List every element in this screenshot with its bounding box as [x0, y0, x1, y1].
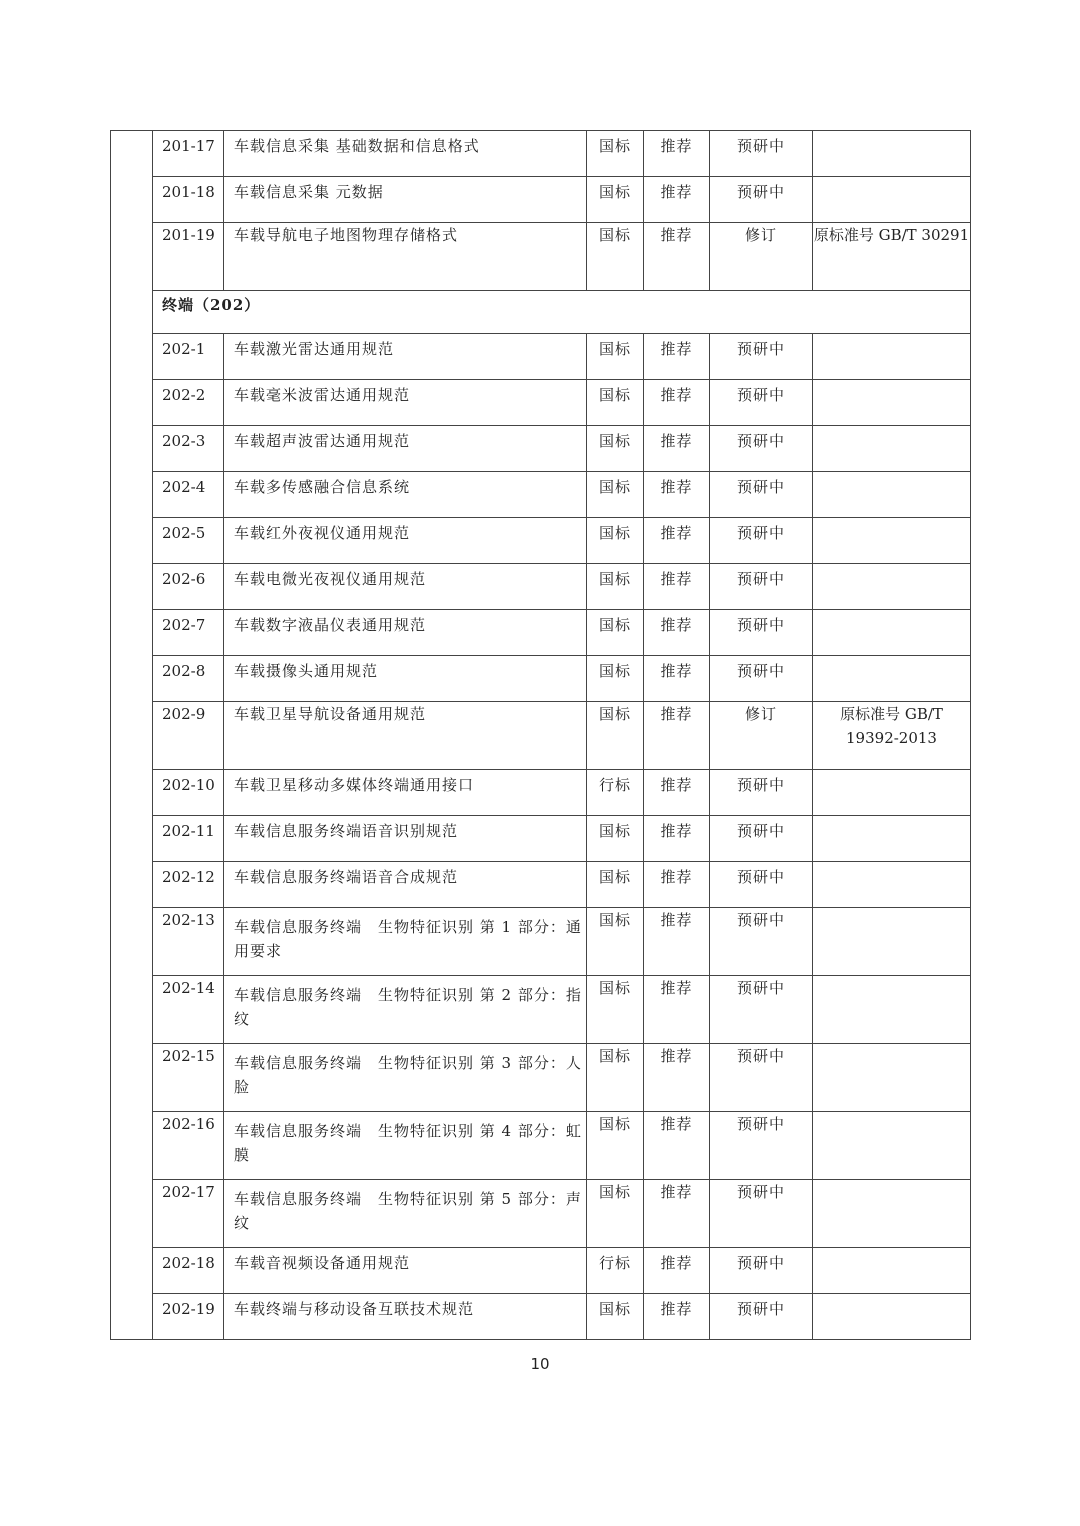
standard-name: 车载信息服务终端 生物特征识别 第 1 部分：通用要求 — [224, 908, 587, 976]
standard-note — [813, 862, 971, 908]
table-row — [111, 1044, 971, 1112]
standard-name: 车载激光雷达通用规范 — [224, 334, 587, 380]
standard-type: 推荐 — [644, 334, 710, 380]
standard-note — [813, 770, 971, 816]
standard-number: 202-19 — [153, 1294, 224, 1340]
table-row — [111, 1248, 971, 1294]
standard-type: 推荐 — [644, 223, 710, 291]
standards-table — [110, 130, 971, 1340]
standard-number: 202-10 — [153, 770, 224, 816]
standard-name: 车载信息服务终端 生物特征识别 第 4 部分：虹膜 — [224, 1112, 587, 1180]
standard-number: 202-9 — [153, 702, 224, 770]
standard-level: 国标 — [587, 334, 644, 380]
standard-number: 202-11 — [153, 816, 224, 862]
standard-type: 推荐 — [644, 656, 710, 702]
standard-number: 202-1 — [153, 334, 224, 380]
table-row — [111, 816, 971, 862]
standard-name: 车载音视频设备通用规范 — [224, 1248, 587, 1294]
standard-level: 国标 — [587, 223, 644, 291]
standard-type: 推荐 — [644, 1248, 710, 1294]
standard-status: 预研中 — [710, 862, 813, 908]
standard-number: 202-2 — [153, 380, 224, 426]
standard-type: 推荐 — [644, 1112, 710, 1180]
standard-note — [813, 908, 971, 976]
standard-level: 国标 — [587, 472, 644, 518]
standard-number: 202-6 — [153, 564, 224, 610]
standard-name: 车载超声波雷达通用规范 — [224, 426, 587, 472]
standard-name: 车载卫星导航设备通用规范 — [224, 702, 587, 770]
standard-level: 国标 — [587, 976, 644, 1044]
standard-level: 行标 — [587, 1248, 644, 1294]
standard-type: 推荐 — [644, 976, 710, 1044]
standard-note — [813, 177, 971, 223]
standard-note — [813, 1294, 971, 1340]
standard-level: 国标 — [587, 816, 644, 862]
standard-level: 国标 — [587, 564, 644, 610]
standard-type: 推荐 — [644, 177, 710, 223]
standard-name: 车载信息服务终端 生物特征识别 第 5 部分：声纹 — [224, 1180, 587, 1248]
standard-note — [813, 1248, 971, 1294]
standard-type: 推荐 — [644, 770, 710, 816]
table-row — [111, 518, 971, 564]
standard-note — [813, 380, 971, 426]
standard-note — [813, 656, 971, 702]
standard-type: 推荐 — [644, 1180, 710, 1248]
standard-note — [813, 472, 971, 518]
standard-level: 国标 — [587, 610, 644, 656]
standard-level: 国标 — [587, 1044, 644, 1112]
standard-level: 国标 — [587, 518, 644, 564]
standard-name: 车载电微光夜视仪通用规范 — [224, 564, 587, 610]
standard-number: 201-19 — [153, 223, 224, 291]
standard-level: 国标 — [587, 908, 644, 976]
standard-number: 202-12 — [153, 862, 224, 908]
table-row — [111, 380, 971, 426]
table-row — [111, 334, 971, 380]
table-row — [111, 426, 971, 472]
standard-name: 车载摄像头通用规范 — [224, 656, 587, 702]
standard-name: 车载信息服务终端 生物特征识别 第 2 部分：指纹 — [224, 976, 587, 1044]
standard-note: 原标准号 GB/T 19392-2013 — [813, 702, 971, 770]
standard-note: 原标准号 GB/T 30291 — [813, 223, 971, 291]
standard-name: 车载导航电子地图物理存储格式 — [224, 223, 587, 291]
page-number: 10 — [530, 1355, 550, 1373]
standard-number: 202-4 — [153, 472, 224, 518]
standard-type: 推荐 — [644, 908, 710, 976]
standard-type: 推荐 — [644, 564, 710, 610]
standard-note — [813, 564, 971, 610]
standard-level: 行标 — [587, 770, 644, 816]
standard-level: 国标 — [587, 1294, 644, 1340]
standard-status: 预研中 — [710, 1112, 813, 1180]
section-row — [111, 291, 971, 334]
standard-name: 车载信息服务终端语音识别规范 — [224, 816, 587, 862]
standard-status: 预研中 — [710, 564, 813, 610]
standard-status: 预研中 — [710, 656, 813, 702]
standard-status: 预研中 — [710, 380, 813, 426]
standard-type: 推荐 — [644, 1294, 710, 1340]
standard-status: 预研中 — [710, 908, 813, 976]
standard-level: 国标 — [587, 131, 644, 177]
table-row — [111, 1180, 971, 1248]
standard-status: 预研中 — [710, 610, 813, 656]
standard-type: 推荐 — [644, 862, 710, 908]
standard-name: 车载信息服务终端语音合成规范 — [224, 862, 587, 908]
standard-type: 推荐 — [644, 426, 710, 472]
standard-number: 201-17 — [153, 131, 224, 177]
standard-number: 202-3 — [153, 426, 224, 472]
standard-status: 修订 — [710, 223, 813, 291]
standard-number: 201-18 — [153, 177, 224, 223]
standard-status: 预研中 — [710, 518, 813, 564]
standard-level: 国标 — [587, 862, 644, 908]
table-row — [111, 177, 971, 223]
standard-note — [813, 816, 971, 862]
table-row — [111, 131, 971, 177]
standard-note — [813, 334, 971, 380]
standard-level: 国标 — [587, 1112, 644, 1180]
table-row — [111, 656, 971, 702]
standard-note — [813, 131, 971, 177]
standard-name: 车载信息采集 基础数据和信息格式 — [224, 131, 587, 177]
standard-type: 推荐 — [644, 131, 710, 177]
standard-number: 202-18 — [153, 1248, 224, 1294]
section-title: 终端（202） — [153, 291, 971, 334]
standard-note — [813, 1112, 971, 1180]
table-row — [111, 702, 971, 770]
standard-name: 车载卫星移动多媒体终端通用接口 — [224, 770, 587, 816]
standard-type: 推荐 — [644, 380, 710, 426]
standard-status: 预研中 — [710, 976, 813, 1044]
standard-number: 202-5 — [153, 518, 224, 564]
table-row — [111, 472, 971, 518]
standard-level: 国标 — [587, 380, 644, 426]
standard-number: 202-15 — [153, 1044, 224, 1112]
table-row — [111, 610, 971, 656]
standard-note — [813, 1180, 971, 1248]
standard-status: 预研中 — [710, 334, 813, 380]
standard-note — [813, 1044, 971, 1112]
table-row — [111, 770, 971, 816]
standard-status: 预研中 — [710, 131, 813, 177]
standard-number: 202-14 — [153, 976, 224, 1044]
standard-type: 推荐 — [644, 610, 710, 656]
standard-number: 202-17 — [153, 1180, 224, 1248]
standard-status: 修订 — [710, 702, 813, 770]
standard-name: 车载毫米波雷达通用规范 — [224, 380, 587, 426]
standard-status: 预研中 — [710, 1180, 813, 1248]
standard-status: 预研中 — [710, 1248, 813, 1294]
standard-note — [813, 518, 971, 564]
standard-name: 车载信息服务终端 生物特征识别 第 3 部分：人脸 — [224, 1044, 587, 1112]
standard-name: 车载红外夜视仪通用规范 — [224, 518, 587, 564]
standard-level: 国标 — [587, 426, 644, 472]
standard-name: 车载多传感融合信息系统 — [224, 472, 587, 518]
standard-note — [813, 610, 971, 656]
table-row — [111, 908, 971, 976]
standard-number: 202-13 — [153, 908, 224, 976]
standard-note — [813, 426, 971, 472]
standard-type: 推荐 — [644, 816, 710, 862]
standard-level: 国标 — [587, 1180, 644, 1248]
table-row — [111, 1294, 971, 1340]
standard-level: 国标 — [587, 656, 644, 702]
standard-name: 车载信息采集 元数据 — [224, 177, 587, 223]
standard-number: 202-8 — [153, 656, 224, 702]
standard-note — [813, 976, 971, 1044]
standard-status: 预研中 — [710, 426, 813, 472]
standard-type: 推荐 — [644, 518, 710, 564]
standard-status: 预研中 — [710, 770, 813, 816]
standard-status: 预研中 — [710, 1044, 813, 1112]
standard-level: 国标 — [587, 177, 644, 223]
standard-name: 车载数字液晶仪表通用规范 — [224, 610, 587, 656]
standard-status: 预研中 — [710, 472, 813, 518]
standard-status: 预研中 — [710, 1294, 813, 1340]
table-row — [111, 862, 971, 908]
standard-type: 推荐 — [644, 702, 710, 770]
standard-status: 预研中 — [710, 177, 813, 223]
standard-type: 推荐 — [644, 472, 710, 518]
standard-type: 推荐 — [644, 1044, 710, 1112]
standard-name: 车载终端与移动设备互联技术规范 — [224, 1294, 587, 1340]
table-row — [111, 564, 971, 610]
standard-number: 202-7 — [153, 610, 224, 656]
standard-status: 预研中 — [710, 816, 813, 862]
table-row — [111, 976, 971, 1044]
standard-number: 202-16 — [153, 1112, 224, 1180]
table-row — [111, 1112, 971, 1180]
standard-level: 国标 — [587, 702, 644, 770]
category-column — [111, 131, 153, 1340]
table-row — [111, 223, 971, 291]
